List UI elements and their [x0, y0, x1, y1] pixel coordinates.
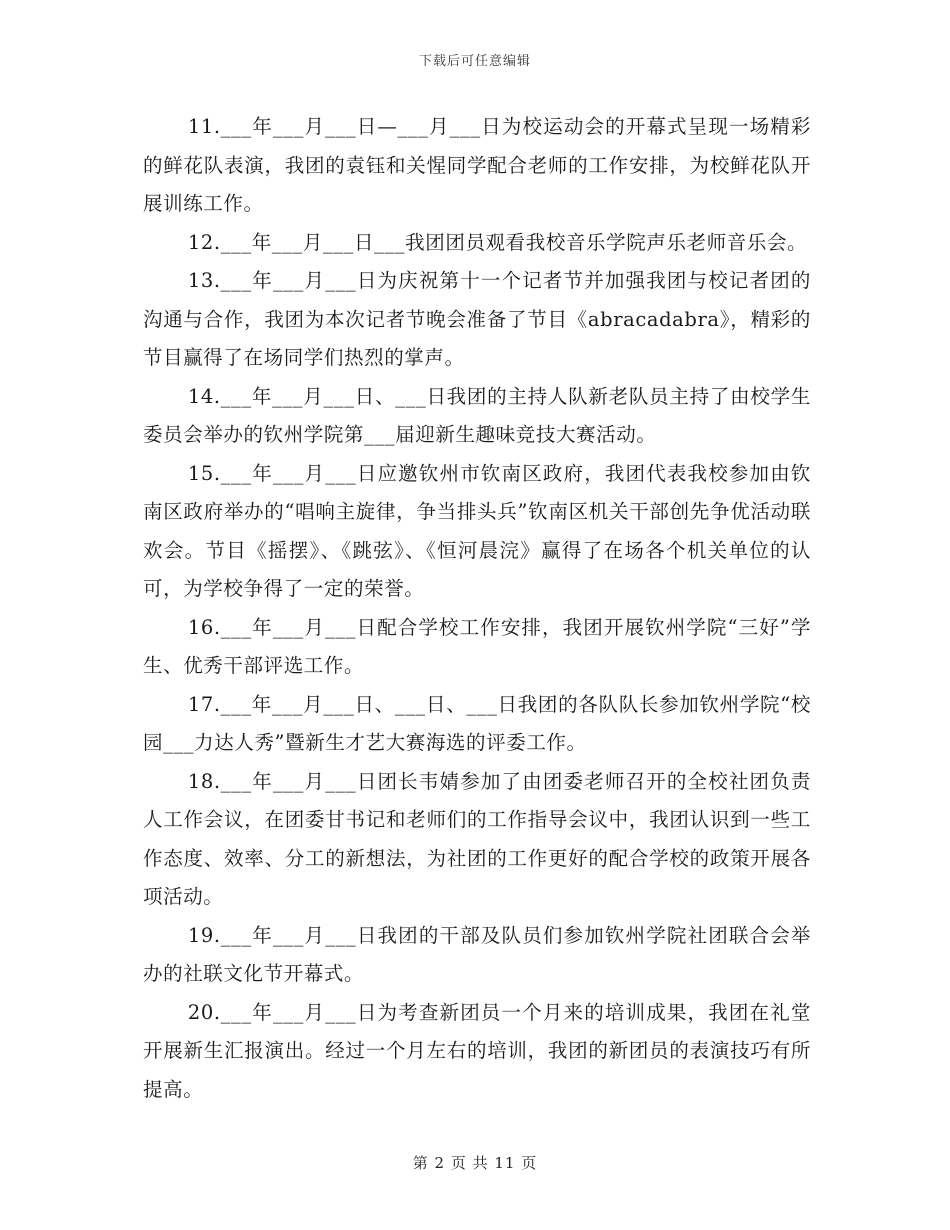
list-item-19: 19.___年___月___日我团的干部及队员们参加钦州学院社团联合会举办的社联文化节开幕式。	[143, 923, 811, 985]
page-header: 下载后可任意编辑	[418, 54, 531, 69]
list-item-20: 20.___年___月___日为考查新团员一个月来的培训成果，我团在礼堂开展新生汇报演出。经过一个月左右的培训，我团的新团员的表演技巧有所提高。	[143, 1000, 811, 1101]
document-body	[143, 108, 811, 1109]
page-number: 第 2 页 共 11 页	[412, 1154, 538, 1172]
list-item-16: 16.___年___月___日配合学校工作安排，我团开展钦州学院“三好”学生、优秀干部评选工作。	[143, 615, 811, 677]
list-item-18: 18.___年___月___日团长韦婧参加了由团委老师召开的全校社团负责人工作会议，在团委甘书记和老师们的工作指导会议中，我团认识到一些工作态度、效率、分工的新想法，为社团的工作更好的配合学校的政策开展各项活动。	[143, 769, 811, 908]
list-item-12: 12.___年___月___日___我团团员观看我校音乐学院声乐老师音乐会。	[187, 230, 808, 254]
list-item-15: 15.___年___月___日应邀钦州市钦南区政府，我团代表我校参加由钦南区政府举办的“唱响主旋律，争当排头兵”钦南区机关干部创先争优活动联欢会。节目《摇摆》、《跳弦》、《恒河晨浣》赢得了在场各个机关单位的认可，为学校争得了一定的荣誉。	[143, 461, 811, 600]
list-item-13: 13.___年___月___日为庆祝第十一个记者节并加强我团与校记者团的沟通与合作，我团为本次记者节晚会准备了节目《abracadabra》，精彩的节目赢得了在场同学们热烈的掌声。	[143, 269, 811, 369]
list-item-11: 11.___年___月___日—___月___日为校运动会的开幕式呈现一场精彩的鲜花队表演，我团的袁钰和关惺同学配合老师的工作安排，为校鲜花队开展训练工作。	[143, 115, 811, 215]
list-item-14: 14.___年___月___日、___日我团的主持人队新老队员主持了由校学生委员会举办的钦州学院第___届迎新生趣味竞技大赛活动。	[143, 384, 811, 446]
list-item-17: 17.___年___月___日、___日、___日我团的各队队长参加钦州学院“校园___力达人秀”暨新生才艺大赛海选的评委工作。	[143, 692, 811, 754]
